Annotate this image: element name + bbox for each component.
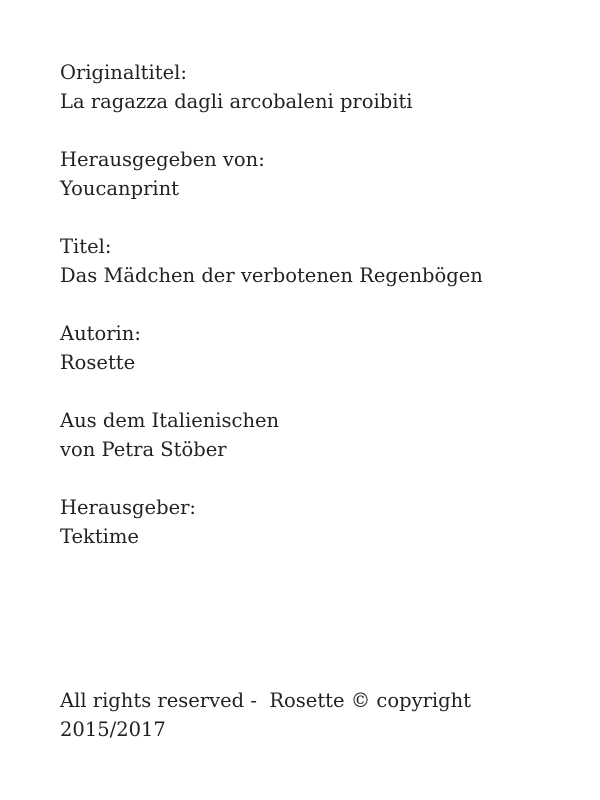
copyright-footer	[60, 686, 580, 744]
original-title-label: Originaltitel:	[60, 61, 187, 84]
publisher-label: Herausgeber:	[60, 496, 196, 519]
published-by-label: Herausgegeben von:	[60, 148, 265, 171]
title-value: Das Mädchen der verbotenen Regenbögen	[60, 264, 483, 287]
author-label: Autorin:	[60, 322, 141, 345]
title-block	[60, 232, 580, 290]
copyright-notice: All rights reserved - Rosette © copyright	[60, 689, 472, 712]
author-value: Rosette	[60, 351, 136, 374]
publisher-value: Tektime	[60, 525, 139, 548]
translation-block	[60, 406, 580, 464]
book-info	[60, 58, 580, 580]
translator-value: von Petra Stöber	[60, 438, 227, 461]
published-by-block	[60, 145, 580, 203]
translation-label: Aus dem Italienischen	[60, 409, 280, 432]
original-title-value: La ragazza dagli arcobaleni proibiti	[60, 90, 413, 113]
copyright-years: 2015/2017	[60, 718, 166, 741]
original-title-block	[60, 58, 580, 116]
title-label: Titel:	[60, 235, 112, 258]
published-by-value: Youcanprint	[60, 177, 180, 200]
author-block	[60, 319, 580, 377]
publisher-block	[60, 493, 580, 551]
